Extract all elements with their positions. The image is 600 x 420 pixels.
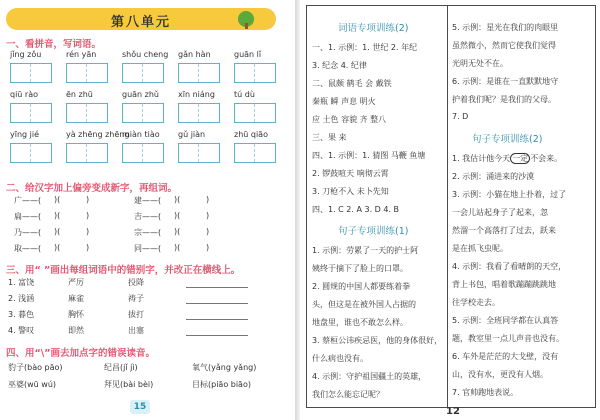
writing-grid[interactable] [234,103,276,123]
answer-text: 不会来。 [530,154,563,163]
typo-word: 1. 富饶 [8,278,35,287]
section-heading: 句子专项训练(2) [472,134,543,145]
pinyin-item [178,50,211,62]
pinyin-text: jǐng zǒu [10,50,42,59]
radical-cell: 乃——( [14,228,42,237]
q4-title: 四、用“\”画去加点字的错误读音。 [6,348,155,359]
writing-grid[interactable] [122,103,164,123]
pinyin-row [10,50,290,90]
tree-trunk-icon [245,23,248,29]
radical-cell: 吉——( [134,212,162,221]
pronunciation-item: 巫婆(wū wú) [8,380,57,389]
typo-word: 麻雀 [68,294,84,303]
radical-cell: )( [174,243,181,252]
answer-line: 四、1. 示例：1. 猜图 马鞭 鱼塘 [312,151,426,160]
grid-cell [11,144,31,162]
answer-line: 2. 锣鼓喧天 响彻云霄 [312,169,389,178]
pinyin-item [178,130,205,142]
pinyin-text: gǔ jiàn [178,130,206,139]
answer-line: 秦瓶 瞬 声息 明火 [312,97,376,106]
radical-cell: 取——( [14,244,42,253]
grid-cell [179,104,199,122]
answer-line: 山，没有水，更没有人烟。 [452,370,548,379]
answer-line: 应 土色 容貌 齐 整八 [312,115,387,124]
grid-cell [255,104,275,122]
section-heading: 词语专项训练(2) [338,23,409,34]
pinyin-text: miàn tiào [122,130,160,139]
typo-word: 祷子 [128,294,144,303]
grid-cell [87,64,107,82]
answer-line: 地盘里，谁也不敢怎么样。 [312,318,408,327]
grid-cell [123,64,143,82]
grid-cell [179,144,199,162]
grid-cell [199,104,219,122]
pinyin-item [10,130,39,142]
answer-line: 头，但这是在被外国人占据的 [312,300,416,309]
radical-cell: )( [54,243,61,252]
grid-cell [235,104,255,122]
pinyin-item [122,90,159,102]
left-page [0,0,295,420]
pinyin-text: yà zhēng zhēng [66,130,130,139]
radical-cell: 广——( [14,196,42,205]
answer-line: 3. 刀枪不入 未卜先知 [312,187,389,196]
answer-line: 光明无处不在。 [452,59,508,68]
grid-cell [67,144,87,162]
writing-grid[interactable] [234,63,276,83]
grid-cell [143,144,163,162]
grid-cell [87,104,107,122]
answer-line: 什么病也没有。 [312,354,368,363]
answer-line[interactable] [186,335,248,336]
grid-cell [123,104,143,122]
pinyin-row [10,90,290,130]
writing-grid[interactable] [122,143,164,163]
pronunciation-item: 拜见(bài bèi) [104,380,154,389]
answer-line: 7. 官帅跑地表说。 [452,388,519,397]
answer-line: 4. 示例：我看了看晴朗的天空， [452,262,567,271]
answer-line: 3. 纪念 4. 纪律 [312,61,367,70]
pinyin-item [178,90,215,102]
typo-word: 拔打 [128,310,144,319]
page-number-right: 12 [446,406,460,417]
unit-title: 第八单元 [110,15,171,30]
q1-title: 一、看拼音，写词语。 [6,39,102,50]
answer-line: 是在抓飞虫呢。 [452,244,508,253]
answer-line: 一、1. 示例：1. 世纪 2. 年纪 [312,43,418,52]
page-number-left: 15 [130,400,150,414]
answer-line: 我们怎么能忘记呢？ [312,390,384,399]
answer-line: 2. 示例：涌进来的沙漠 [452,172,535,181]
pinyin-item [10,50,41,62]
radical-cell: )( [54,227,61,236]
pinyin-item [122,130,160,142]
grid-cell [179,64,199,82]
pinyin-text: gǎn hàn [178,50,211,59]
pinyin-item [234,90,255,102]
writing-grid[interactable] [10,103,52,123]
typo-word: 严厉 [68,278,84,287]
answer-line: 5. 示例：星光在我们的肉眼里 [452,23,559,32]
radical-cell: )( [174,195,181,204]
writing-grid[interactable] [234,143,276,163]
answer-line: 然溜一个高落打了过去，跃来 [452,226,556,235]
grid-cell [143,64,163,82]
pinyin-item [10,90,38,102]
answer-line: 往学校走去。 [452,298,500,307]
pinyin-item [234,50,261,62]
radical-cell: ) [206,211,210,220]
radical-cell: ) [206,227,210,236]
answer-line: 6. 车外是茫茫的大戈壁，没有 [452,352,559,361]
answer-line: 三、果 来 [312,133,347,142]
pinyin-text: tú dù [234,90,255,99]
typo-word: 胸怀 [68,310,84,319]
answer-text: 1. 我估计他今天 [452,154,511,163]
pinyin-text: qiū rào [10,90,38,99]
grid-cell [11,104,31,122]
typo-word: 投降 [128,278,144,287]
typo-word: 2. 浅涵 [8,294,35,303]
radical-cell: ) [206,243,210,252]
radical-cell: )( [174,227,181,236]
answer-line: 四、1. C 2. A 3. D 4. B [312,205,400,214]
grid-cell [31,64,51,82]
pinyin-text: yīng jié [10,130,40,139]
pinyin-text: xīn niáng [178,90,215,99]
typo-word: 4. 警叹 [8,326,35,335]
answer-line[interactable] [186,287,248,288]
circled-word: 一定 [512,154,529,163]
grid-cell [11,64,31,82]
grid-cell [87,144,107,162]
answer-line: 7. D [452,112,469,121]
pinyin-text: rén yān [66,50,97,59]
pronunciation-item: 豹子(bào pāo) [8,363,63,372]
grid-cell [235,144,255,162]
radical-cell: )( [54,195,61,204]
typo-word: 出塞 [128,326,144,335]
writing-grid[interactable] [178,103,220,123]
grid-cell [67,64,87,82]
pinyin-text: shǒu cheng [122,50,169,59]
answer-line: 姨终于摘下了脸上的口罩。 [312,264,408,273]
grid-cell [235,64,255,82]
right-page [300,0,600,420]
radical-cell: 建——( [134,196,162,205]
pinyin-item [122,50,168,62]
writing-grid[interactable] [178,63,220,83]
writing-grid[interactable] [66,103,108,123]
pronunciation-item: 纪昌(jǐ jì) [104,363,138,372]
grid-cell [255,144,275,162]
unit-banner [6,8,276,30]
radical-cell: 同——( [134,244,162,253]
radical-cell: )( [174,211,181,220]
grid-cell [123,144,143,162]
pinyin-text: guān lǐ [234,50,262,59]
writing-grid[interactable] [10,143,52,163]
pinyin-item [234,130,268,142]
pinyin-text: zhū qiāo [234,130,268,139]
answer-line: 3. 示例：小猫在地上扑着，过了 [452,190,567,199]
radical-cell: 扁——( [14,212,42,221]
radical-cell: ) [206,195,210,204]
q2-title: 二、给汉字加上偏旁变成新字，再组词。 [6,183,178,194]
q3-title: 三、用“ ”画出每组词语中的错别字，并改正在横线上。 [6,265,241,276]
grid-cell [31,144,51,162]
radical-cell: ) [86,211,90,220]
writing-grid[interactable] [178,143,220,163]
answer-line: 背上书包，唱着歌蹦蹦跳跳地 [452,280,556,289]
grid-cell [143,104,163,122]
pinyin-text: guān zhǔ [122,90,160,99]
section-heading: 句子专项训练(1) [338,226,409,237]
writing-grid[interactable] [10,63,52,83]
answer-line: 护着我们呢？是我们的父母。 [452,95,556,104]
answer-line: 3. 蔡桓公讳疾忌医，他的身体很好， [312,336,443,345]
answer-line: 虽然微小，然而它使我们觉得 [452,41,556,50]
pinyin-item [66,90,93,102]
radical-cell: ) [86,195,90,204]
pronunciation-item: 氧气(yǎng yǎng) [192,363,257,372]
pronunciation-item: 目标(piāo biāo) [192,380,251,389]
answer-line [452,153,562,164]
writing-grid[interactable] [122,63,164,83]
answer-line: 6. 示例：是谁在一直默默地守 [452,77,559,86]
radical-cell: ) [86,227,90,236]
radical-cell: )( [54,211,61,220]
typo-word: 即然 [68,326,84,335]
pinyin-row [10,130,290,170]
grid-cell [31,104,51,122]
writing-grid[interactable] [66,143,108,163]
typo-word: 3. 暮色 [8,310,35,319]
answer-line: 一会儿站起身子了起来，忽 [452,208,548,217]
pinyin-text: ēn zhū [66,90,93,99]
column-divider [447,5,448,408]
answer-line[interactable] [186,303,248,304]
answer-line: 2. 圆规的中国人都要练着拳 [312,282,411,291]
answer-line: 1. 示例：劳累了一天的护士阿 [312,246,419,255]
grid-cell [199,64,219,82]
radical-cell: ) [86,243,90,252]
answer-line: 题，教室里一点儿声音也没有。 [452,334,564,343]
grid-cell [67,104,87,122]
grid-cell [255,64,275,82]
answer-line: 4. 示例：守护祖国疆土的英雄， [312,372,427,381]
answer-line: 二、鼠颇 鹤毛 会 戴铁 [312,79,392,88]
writing-grid[interactable] [66,63,108,83]
answer-line[interactable] [186,319,248,320]
grid-cell [199,144,219,162]
pinyin-item [66,50,96,62]
pinyin-item [66,130,129,142]
answer-line: 5. 示例：全班同学都在认真答 [452,316,559,325]
radical-cell: 宗——( [134,228,162,237]
